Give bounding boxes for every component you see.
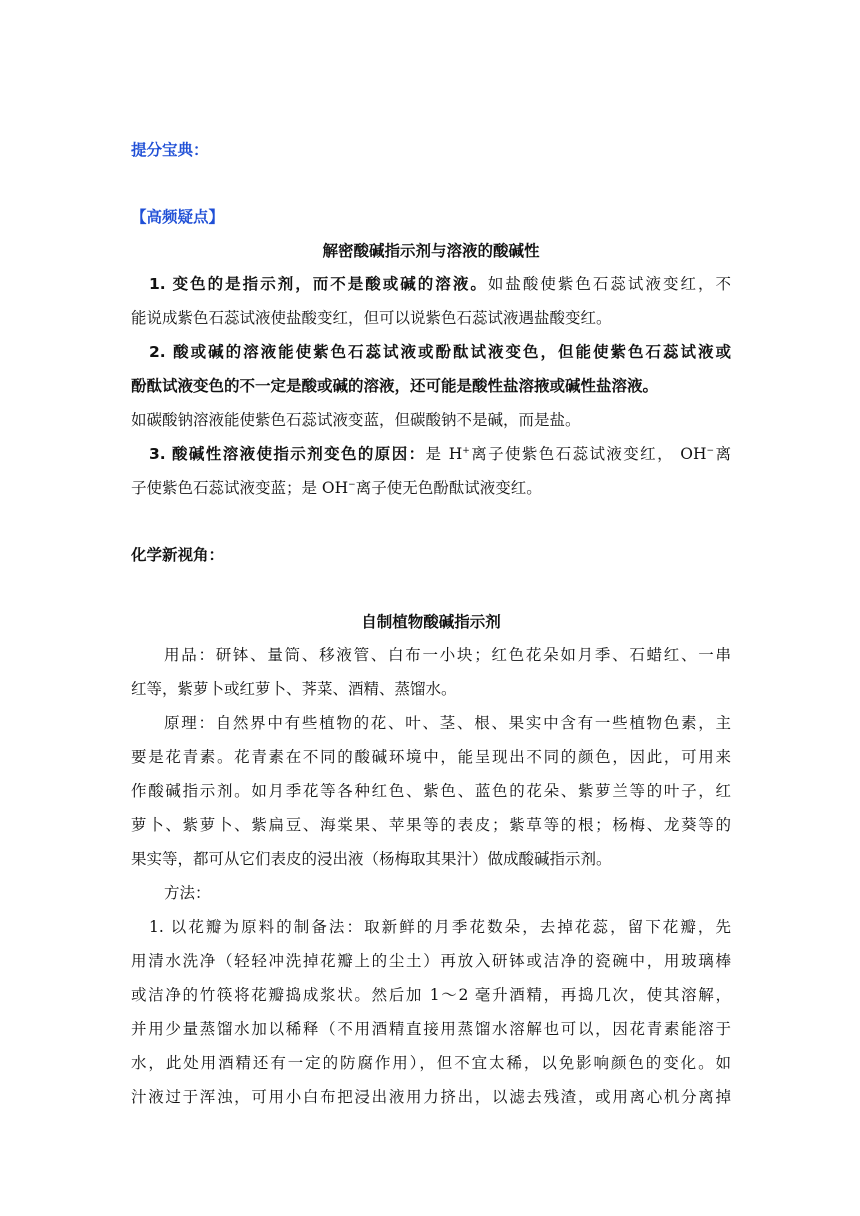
point3-line2-a: 子使紫色石蕊试液变蓝；是 OH: [131, 479, 349, 497]
high-frequency-label: 【高频疑点】: [131, 208, 225, 226]
point3-line1: [131, 444, 731, 464]
chem-heading: 化学新视角：: [131, 546, 225, 564]
point3-line2-sup: −: [348, 479, 356, 490]
principle-line5: 果实等，都可从它们表皮的浸出液（杨梅取其果汁）做成酸碱指示剂。: [131, 850, 612, 868]
principle-line3: 作酸碱指示剂。如月季花等各种红色、紫色、蓝色的花朵、紫萝兰等的叶子，红: [131, 782, 731, 800]
point2-line1-text: 酸或碱的溶液能使紫色石蕊试液或酚酞试液变色，但能使紫色石蕊试液或: [173, 343, 731, 361]
point3-text-a: 是 H: [425, 445, 463, 463]
principle-line4: 萝卜、紫萝卜、紫扁豆、海棠果、苹果等的表皮；紫草等的根；杨梅、龙葵等的: [131, 816, 731, 834]
method-line2: 用清水洗净（轻轻冲洗掉花瓣上的尘土）再放入研钵或洁净的瓷碗中，用玻璃棒: [131, 952, 731, 970]
point3-sup-minus: −: [706, 445, 715, 456]
point3-bold: 酸碱性溶液使指示剂变色的原因：: [172, 445, 426, 463]
method-line1: 1. 以花瓣为原料的制备法：取新鲜的月季花数朵，去掉花蕊，留下花瓣，先: [149, 918, 731, 936]
point2-number: 2.: [149, 343, 166, 361]
point1-line1: [131, 274, 731, 294]
point3-line2: [131, 478, 731, 498]
point1-number: 1.: [149, 275, 166, 293]
method-line3: 或洁净的竹筷将花瓣捣成浆状。然后加 1～2 毫升酒精，再捣几次，使其溶解，: [131, 986, 731, 1004]
point2-line3: 如碳酸钠溶液能使紫色石蕊试液变蓝，但碳酸钠不是碱，而是盐。: [131, 411, 581, 429]
point3-line2-b: 离子使无色酚酞试液变红。: [355, 479, 542, 497]
method-line6: 汁液过于浑浊，可用小白布把浸出液用力挤出，以滤去残渣，或用离心机分离掉: [131, 1088, 731, 1106]
point3-number: 3.: [149, 445, 166, 463]
point1-bold: 变色的是指示剂，而不是酸或碱的溶液。: [172, 275, 488, 293]
decode-title: 解密酸碱指示剂与溶液的酸碱性: [322, 242, 540, 260]
materials-line1: 用品：研钵、量筒、移液管、白布一小块；红色花朵如月季、石蜡红、一串: [164, 646, 731, 664]
point3-text-b: 离子使紫色石蕊试液变红， OH: [469, 445, 707, 463]
principle-line1: 原理：自然界中有些植物的花、叶、茎、根、果实中含有一些植物色素，主: [164, 714, 731, 732]
method-line4: 并用少量蒸馏水加以稀释（不用酒精直接用蒸馏水溶解也可以，因花青素能溶于: [131, 1020, 731, 1038]
materials-line2: 红等，紫萝卜或红萝卜、荠菜、酒精、蒸馏水。: [131, 680, 457, 698]
method-label: 方法：: [164, 884, 211, 902]
point1-line2: 能说成紫色石蕊试液使盐酸变红，但可以说紫色石蕊试液遇盐酸变红。: [131, 309, 612, 327]
diy-title: 自制植物酸碱指示剂: [361, 613, 501, 631]
point2-line1: [131, 342, 731, 362]
point3-sup-plus: +: [462, 445, 470, 456]
tips-heading: 提分宝典：: [131, 141, 209, 159]
principle-line2: 要是花青素。花青素在不同的酸碱环境中，能呈现出不同的颜色，因此，可用来: [131, 748, 731, 766]
point1-rest: 如盐酸使紫色石蕊试液变红，不: [487, 275, 731, 293]
point2-line2: 酚酞试液变色的不一定是酸或碱的溶液，还可能是酸性盐溶掖或碱性盐溶液。: [131, 377, 659, 395]
method-line5: 水，此处用酒精还有一定的防腐作用），但不宜太稀，以免影响颜色的变化。如: [131, 1054, 731, 1072]
point3-text-c: 离: [714, 445, 731, 463]
